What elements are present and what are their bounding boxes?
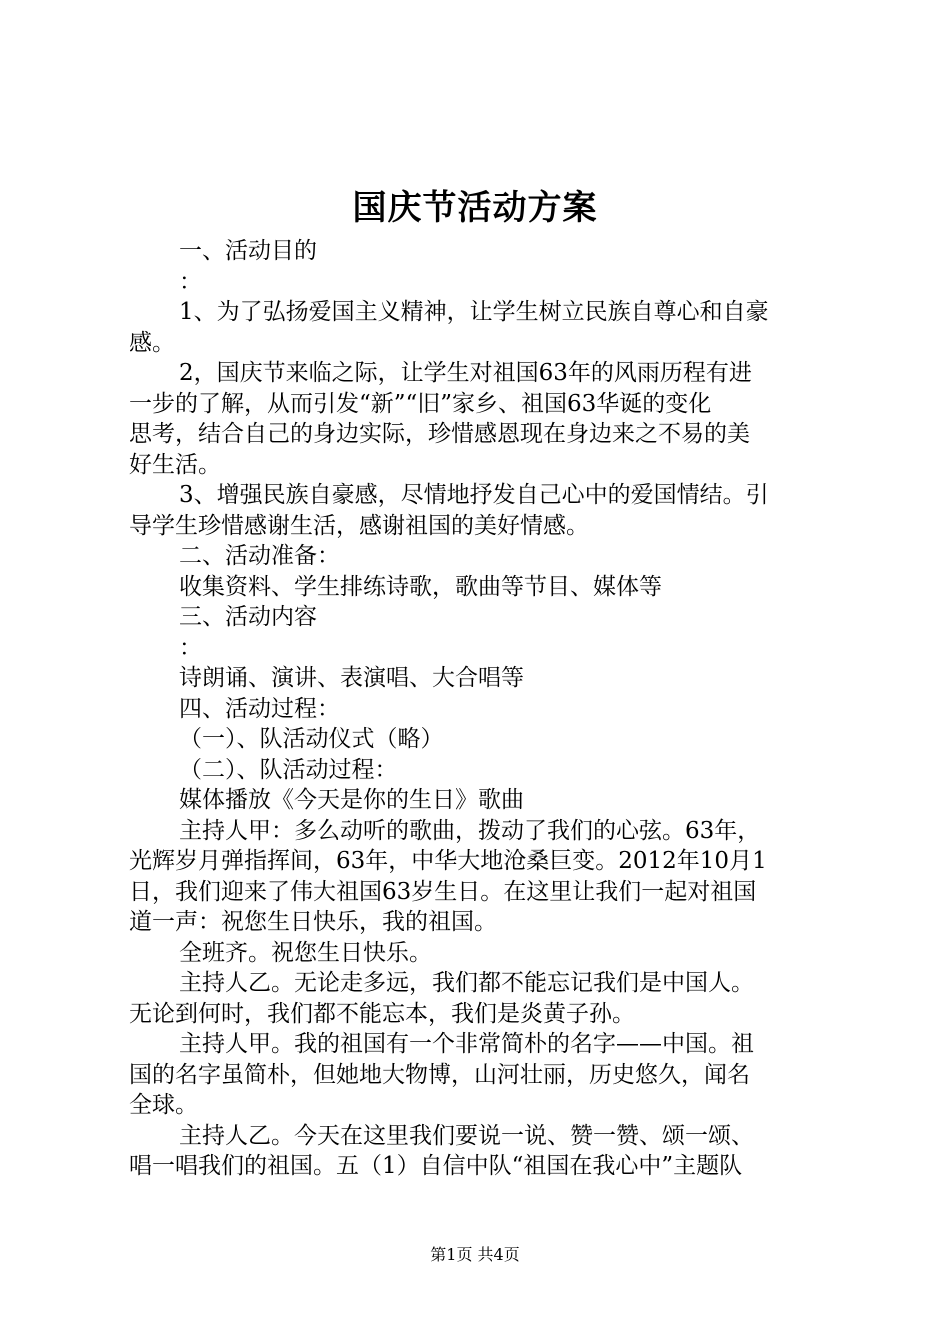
document-line: 四、活动过程： (179, 695, 340, 722)
document-line: 无论到何时，我们都不能忘本，我们是炎黄子孙。 (129, 1000, 635, 1027)
document-line: （二）、队活动过程： (179, 756, 398, 783)
document-line: 主持人乙。今天在这里我们要说一说、赞一赞、颂一颂、 (179, 1122, 754, 1149)
document-line: 3、增强民族自豪感，尽情地抒发自己心中的爱国情结。引 (179, 482, 769, 508)
document-line: 日，我们迎来了伟大祖国63岁生日。在这里让我们一起对祖国 (129, 878, 757, 905)
document-line: 全球。 (129, 1092, 198, 1118)
document-line: 主持人乙。无论走多远，我们都不能忘记我们是中国人。 (179, 970, 754, 996)
document-line: 三、活动内容 (179, 604, 317, 630)
document-line: 全班齐。祝您生日快乐。 (179, 939, 432, 966)
document-line: 好生活。 (129, 451, 221, 478)
document-line: 唱一唱我们的祖国。五（1）自信中队“祖国在我心中”主题队 (129, 1153, 743, 1179)
document-line: 感。 (129, 329, 175, 356)
document-line: 思考，结合自己的身边实际，珍惜感恩现在身边来之不易的美 (129, 421, 750, 447)
document-line: 导学生珍惜感谢生活，感谢祖国的美好情感。 (129, 512, 589, 539)
document-title: 国庆节活动方案 (352, 188, 598, 228)
document-line: 媒体播放《今天是你的生日》歌曲 (179, 787, 524, 813)
document-body (129, 236, 829, 1182)
document-line: 道一声：祝您生日快乐，我的祖国。 (129, 909, 497, 935)
document-line: 一、活动目的 (179, 238, 317, 264)
document-line: 主持人甲：多么动听的歌曲，拨动了我们的心弦。63年， (179, 817, 761, 844)
page-footer: 第1页 共4页 (430, 1245, 520, 1264)
document-line: 主持人甲。我的祖国有一个非常简朴的名字——中国。祖 (179, 1031, 754, 1057)
document-line: 国的名字虽简朴，但她地大物博，山河壮丽，历史悠久，闻名 (129, 1061, 750, 1088)
document-line: （一）、队活动仪式（略） (179, 726, 444, 752)
document-line: 二、活动准备： (179, 543, 340, 569)
document-line: 光辉岁月弹指挥间，63年，中华大地沧桑巨变。2012年10月1 (129, 848, 767, 874)
document-line: ： (179, 268, 202, 295)
document-line: 2，国庆节来临之际，让学生对祖国63年的风雨历程有进 (179, 360, 752, 386)
document-line: 诗朗诵、演讲、表演唱、大合唱等 (179, 665, 524, 691)
document-line: 一步的了解，从而引发“新”“旧”家乡、祖国63华诞的变化 (129, 390, 712, 417)
document-line: ： (179, 634, 202, 661)
document-line: 1、为了弘扬爱国主义精神，让学生树立民族自尊心和自豪 (179, 299, 769, 325)
document-line: 收集资料、学生排练诗歌，歌曲等节目、媒体等 (179, 573, 662, 600)
